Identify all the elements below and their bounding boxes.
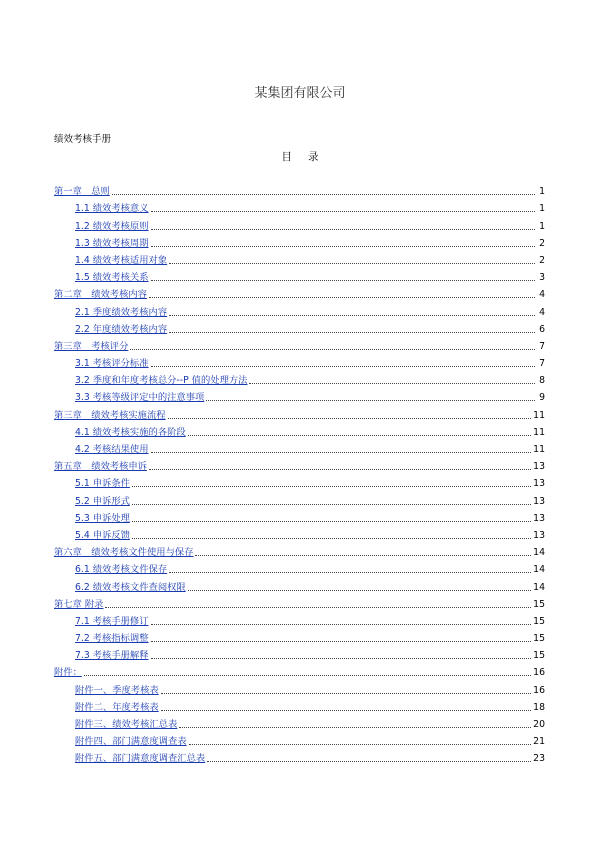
dot-leader xyxy=(188,434,531,436)
toc-entry-section[interactable] xyxy=(54,300,545,317)
toc-entry-chapter[interactable] xyxy=(54,661,545,678)
page-number: 11 xyxy=(533,409,545,421)
dot-leader xyxy=(132,537,531,539)
toc-link[interactable]: 1.4 绩效考核适用对象 xyxy=(75,254,168,266)
page-number: 2 xyxy=(539,254,545,266)
dot-leader xyxy=(249,382,535,384)
toc-entry-chapter[interactable] xyxy=(54,335,545,352)
dot-leader xyxy=(132,485,531,487)
page-number: 1 xyxy=(539,186,545,198)
toc-entry-chapter[interactable] xyxy=(54,593,545,610)
toc-link[interactable]: 3.2 季度和年度考核总分--P 值的处理方法 xyxy=(75,375,248,387)
toc-entry-section[interactable] xyxy=(54,730,545,747)
page-number: 16 xyxy=(533,667,545,679)
toc-entry-section[interactable] xyxy=(54,369,545,386)
toc-entry-chapter[interactable] xyxy=(54,541,545,558)
toc-entry-chapter[interactable] xyxy=(54,403,545,420)
toc-entry-chapter[interactable] xyxy=(54,283,545,300)
toc-link[interactable]: 1.3 绩效考核周期 xyxy=(75,237,149,249)
toc-link[interactable]: 7.2 考核指标调整 xyxy=(75,633,149,645)
dot-leader xyxy=(169,262,535,264)
toc-link[interactable]: 第六章 绩效考核文件使用与保存 xyxy=(54,547,194,559)
toc-entry-section[interactable] xyxy=(54,197,545,214)
dot-leader xyxy=(169,331,535,333)
toc-heading: 目录 xyxy=(281,151,335,163)
toc-entry-section[interactable] xyxy=(54,232,545,249)
dot-leader xyxy=(105,606,531,608)
dot-leader xyxy=(149,296,535,298)
dot-leader xyxy=(195,554,531,556)
toc-link[interactable]: 第三章 绩效考核实施流程 xyxy=(54,409,166,421)
page-number: 7 xyxy=(539,340,545,352)
toc-link[interactable]: 6.2 绩效考核文件查阅权限 xyxy=(75,581,186,593)
dot-leader xyxy=(151,640,532,642)
page-number: 1 xyxy=(539,220,545,232)
dot-leader xyxy=(169,571,531,573)
toc-link[interactable]: 附件二、年度考核表 xyxy=(75,701,159,713)
dot-leader xyxy=(151,365,535,367)
page-number: 4 xyxy=(539,306,545,318)
toc-link[interactable]: 2.2 年度绩效考核内容 xyxy=(75,323,168,335)
manual-title: 绩效考核手册 xyxy=(54,134,112,145)
dot-leader xyxy=(206,399,535,401)
dot-leader xyxy=(189,743,532,745)
dot-leader xyxy=(130,348,535,350)
toc-link[interactable]: 附件一、季度考核表 xyxy=(75,684,159,696)
dot-leader xyxy=(207,760,531,762)
toc-entry-section[interactable] xyxy=(54,575,545,592)
dot-leader xyxy=(112,193,535,195)
dot-leader xyxy=(132,520,531,522)
toc-entry-chapter[interactable] xyxy=(54,455,545,472)
toc-entry-section[interactable] xyxy=(54,696,545,713)
page-number: 9 xyxy=(539,392,545,404)
dot-leader xyxy=(161,709,531,711)
page-number: 14 xyxy=(533,581,545,593)
toc-entry-section[interactable] xyxy=(54,524,545,541)
toc-link[interactable]: 3.3 考核等级评定中的注意事项 xyxy=(75,392,205,404)
toc-entry-section[interactable] xyxy=(54,489,545,506)
dot-leader xyxy=(151,279,535,281)
page-number: 1 xyxy=(539,203,545,215)
toc-entry-section[interactable] xyxy=(54,627,545,644)
page-number: 13 xyxy=(533,478,545,490)
page-number: 2 xyxy=(539,237,545,249)
dot-leader xyxy=(151,657,532,659)
toc-link[interactable]: 附件四、部门满意度调查表 xyxy=(75,736,187,748)
toc-entry-section[interactable] xyxy=(54,352,545,369)
page-number: 20 xyxy=(533,719,545,730)
dot-leader xyxy=(132,503,531,505)
page-number: 15 xyxy=(533,650,545,662)
page-number: 23 xyxy=(533,753,545,765)
toc-entry-section[interactable] xyxy=(54,558,545,575)
toc-entry-section[interactable] xyxy=(54,472,545,489)
page-number: 13 xyxy=(533,529,545,541)
toc-link[interactable]: 第一章 总则 xyxy=(54,186,110,198)
toc-entry-chapter[interactable] xyxy=(54,180,545,197)
toc-link[interactable]: 4.1 绩效考核实施的各阶段 xyxy=(75,426,186,438)
toc-link[interactable]: 1.1 绩效考核意义 xyxy=(75,203,149,215)
dot-leader xyxy=(151,228,535,230)
toc-link[interactable]: 3.1 考核评分标准 xyxy=(75,358,149,370)
page-number: 13 xyxy=(533,495,545,507)
toc-entry-section[interactable] xyxy=(54,678,545,695)
toc-link[interactable]: 5.2 申诉形式 xyxy=(75,495,130,507)
page-number: 21 xyxy=(533,736,545,748)
toc-link[interactable]: 附件： xyxy=(54,667,82,679)
toc-entry-section[interactable] xyxy=(54,713,545,730)
toc-link[interactable]: 6.1 绩效考核文件保存 xyxy=(75,564,168,576)
toc-link[interactable]: 5.3 申诉处理 xyxy=(75,512,130,524)
toc-link[interactable]: 2.1 季度绩效考核内容 xyxy=(75,306,168,318)
dot-leader xyxy=(161,692,531,694)
dot-leader xyxy=(84,674,531,676)
toc-link[interactable]: 7.1 考核手册修订 xyxy=(75,615,149,627)
toc-link[interactable]: 1.5 绩效考核关系 xyxy=(75,272,149,284)
table-of-contents xyxy=(54,180,545,764)
toc-link[interactable]: 4.2 考核结果使用 xyxy=(75,444,149,455)
toc-link[interactable]: 第三章 考核评分 xyxy=(54,340,129,352)
toc-link[interactable]: 5.4 申诉反馈 xyxy=(75,529,130,541)
page-number: 8 xyxy=(539,375,545,387)
toc-entry-section[interactable] xyxy=(54,266,545,283)
page-number: 13 xyxy=(533,512,545,524)
toc-entry-section[interactable] xyxy=(54,386,545,403)
dot-leader xyxy=(169,314,535,316)
toc-entry-section[interactable] xyxy=(54,507,545,524)
toc-link[interactable]: 第七章 附录 xyxy=(54,598,104,610)
toc-entry-section[interactable] xyxy=(54,438,545,455)
page-number: 11 xyxy=(533,444,545,455)
dot-leader xyxy=(188,589,531,591)
dot-leader xyxy=(151,210,535,212)
toc-entry-section[interactable] xyxy=(54,421,545,438)
dot-leader xyxy=(149,468,531,470)
page-number: 6 xyxy=(539,323,545,335)
toc-link[interactable]: 第二章 绩效考核内容 xyxy=(54,289,147,301)
toc-entry-section[interactable] xyxy=(54,318,545,335)
page-number: 15 xyxy=(533,633,545,645)
page-number: 11 xyxy=(533,426,545,438)
page-number: 15 xyxy=(533,615,545,627)
toc-link[interactable]: 1.2 绩效考核原则 xyxy=(75,220,149,232)
page-number: 7 xyxy=(539,358,545,370)
page-number: 18 xyxy=(533,701,545,713)
page-number: 16 xyxy=(533,684,545,696)
toc-link[interactable]: 第五章 绩效考核申诉 xyxy=(54,461,147,473)
toc-link[interactable]: 5.1 申诉条件 xyxy=(75,478,130,490)
page-number: 4 xyxy=(539,289,545,301)
dot-leader xyxy=(168,417,532,419)
toc-link[interactable]: 7.3 考核手册解释 xyxy=(75,650,149,662)
toc-entry-section[interactable] xyxy=(54,747,545,764)
dot-leader xyxy=(151,623,532,625)
toc-entry-section[interactable] xyxy=(54,249,545,266)
toc-link[interactable]: 附件三、绩效考核汇总表 xyxy=(75,719,178,730)
page-number: 14 xyxy=(533,547,545,559)
company-name: 某集团有限公司 xyxy=(254,86,346,101)
page-number: 13 xyxy=(533,461,545,473)
page-number: 15 xyxy=(533,598,545,610)
dot-leader xyxy=(179,726,531,728)
dot-leader xyxy=(151,245,535,247)
page-number: 14 xyxy=(533,564,545,576)
toc-entry-section[interactable] xyxy=(54,610,545,627)
page-number: 3 xyxy=(539,272,545,284)
toc-link[interactable]: 附件五、部门满意度调查汇总表 xyxy=(75,753,206,765)
dot-leader xyxy=(151,451,532,453)
toc-entry-section[interactable] xyxy=(54,214,545,231)
toc-entry-section[interactable] xyxy=(54,644,545,661)
